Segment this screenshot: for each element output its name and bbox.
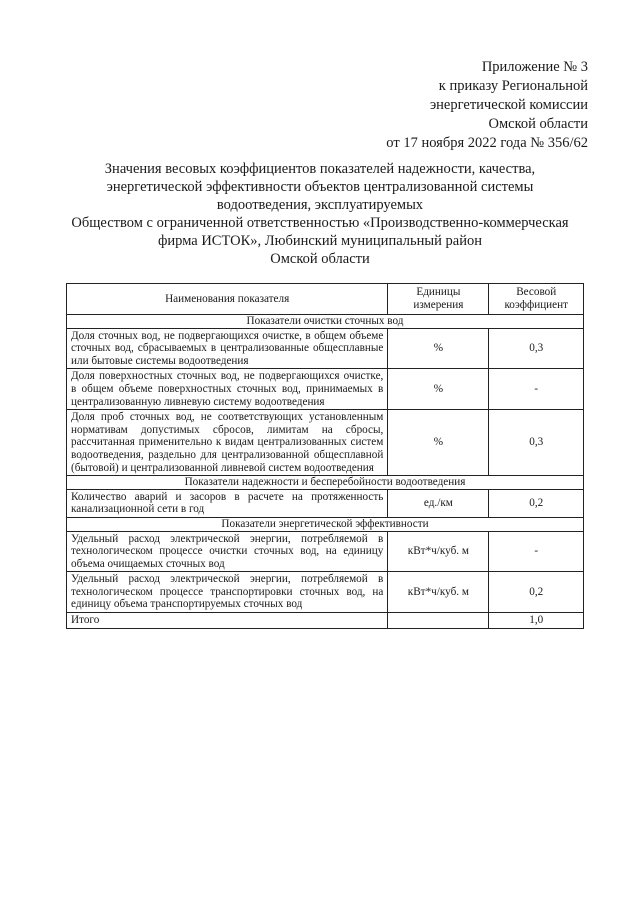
indicator-unit: ед./км bbox=[388, 489, 489, 517]
indicator-name: Доля поверхностных сточных вод, не подвергающихся очистке, в общем объеме поверхностных сточных вод, принимаемых в централизованную ливневую систему водоотведения bbox=[67, 369, 388, 410]
indicator-name: Удельный расход электрической энергии, потребляемой в технологическом процессе транспортировки сточных вод, на единицу объема транспортируемых сточных вод bbox=[67, 572, 388, 613]
total-row bbox=[67, 613, 584, 629]
title-line: энергетической эффективности объектов централизованной системы bbox=[106, 179, 534, 195]
header-indicator-name: Наименования показателя bbox=[67, 284, 388, 315]
header-weight: Весовой коэффициент bbox=[489, 284, 584, 315]
indicator-weight: 0,2 bbox=[489, 489, 584, 517]
section-row bbox=[67, 315, 584, 329]
title-line: Значения весовых коэффициентов показателей надежности, качества, bbox=[104, 161, 536, 177]
document-header bbox=[386, 58, 588, 153]
section-row bbox=[67, 517, 584, 531]
indicator-unit: кВт*ч/куб. м bbox=[388, 572, 489, 613]
table-row bbox=[67, 410, 584, 476]
header-unit: Единицы измерения bbox=[388, 284, 489, 315]
document-title bbox=[40, 160, 600, 268]
table-row bbox=[67, 572, 584, 613]
indicator-unit: кВт*ч/куб. м bbox=[388, 531, 489, 572]
section-row bbox=[67, 476, 584, 490]
header-line-region: Омской области bbox=[488, 116, 588, 132]
header-line-order: к приказу Региональной bbox=[438, 78, 588, 94]
table-row bbox=[67, 328, 584, 369]
indicator-unit: % bbox=[388, 410, 489, 476]
section-title: Показатели энергетической эффективности bbox=[67, 517, 584, 531]
indicator-name: Количество аварий и засоров в расчете на протяженность канализационной сети в год bbox=[67, 489, 388, 517]
table-row bbox=[67, 489, 584, 517]
indicator-unit: % bbox=[388, 369, 489, 410]
indicator-name: Удельный расход электрической энергии, потребляемой в технологическом процессе очистки сточных вод, на единицу объема очищаемых сточных вод bbox=[67, 531, 388, 572]
indicator-weight: 0,3 bbox=[489, 328, 584, 369]
table-header-row bbox=[67, 284, 584, 315]
header-line-appendix: Приложение № 3 bbox=[481, 59, 588, 75]
title-line: Омской области bbox=[270, 251, 370, 267]
indicator-weight: 0,3 bbox=[489, 410, 584, 476]
total-weight: 1,0 bbox=[489, 613, 584, 629]
section-title: Показатели очистки сточных вод bbox=[67, 315, 584, 329]
coefficients-table bbox=[66, 283, 584, 629]
indicator-weight: - bbox=[489, 369, 584, 410]
title-line: Обществом с ограниченной ответственностью «Производственно-коммерческая bbox=[71, 215, 569, 231]
total-unit bbox=[388, 613, 489, 629]
indicator-name: Доля проб сточных вод, не соответствующих установленным нормативам допустимых сбросов, лимитам на сбросы, рассчитанная применительно к видам централизованных систем водоотведения, раздельно для централизованной общесплавной (бытовой) и централизованной ливневой систем водоотведения bbox=[67, 410, 388, 476]
indicator-unit: % bbox=[388, 328, 489, 369]
table-row bbox=[67, 531, 584, 572]
title-line: водоотведения, эксплуатируемых bbox=[216, 197, 424, 213]
indicator-weight: 0,2 bbox=[489, 572, 584, 613]
header-line-date: от 17 ноября 2022 года № 356/62 bbox=[386, 135, 588, 151]
section-title: Показатели надежности и бесперебойности водоотведения bbox=[67, 476, 584, 490]
indicator-weight: - bbox=[489, 531, 584, 572]
indicator-name: Доля сточных вод, не подвергающихся очистке, в общем объеме сточных вод, сбрасываемых в централизованные общесплавные или бытовые системы водоотведения bbox=[67, 328, 388, 369]
header-line-commission: энергетической комиссии bbox=[429, 97, 588, 113]
title-line: фирма ИСТОК», Любинский муниципальный район bbox=[158, 233, 482, 249]
total-label: Итого bbox=[67, 613, 388, 629]
table-row bbox=[67, 369, 584, 410]
